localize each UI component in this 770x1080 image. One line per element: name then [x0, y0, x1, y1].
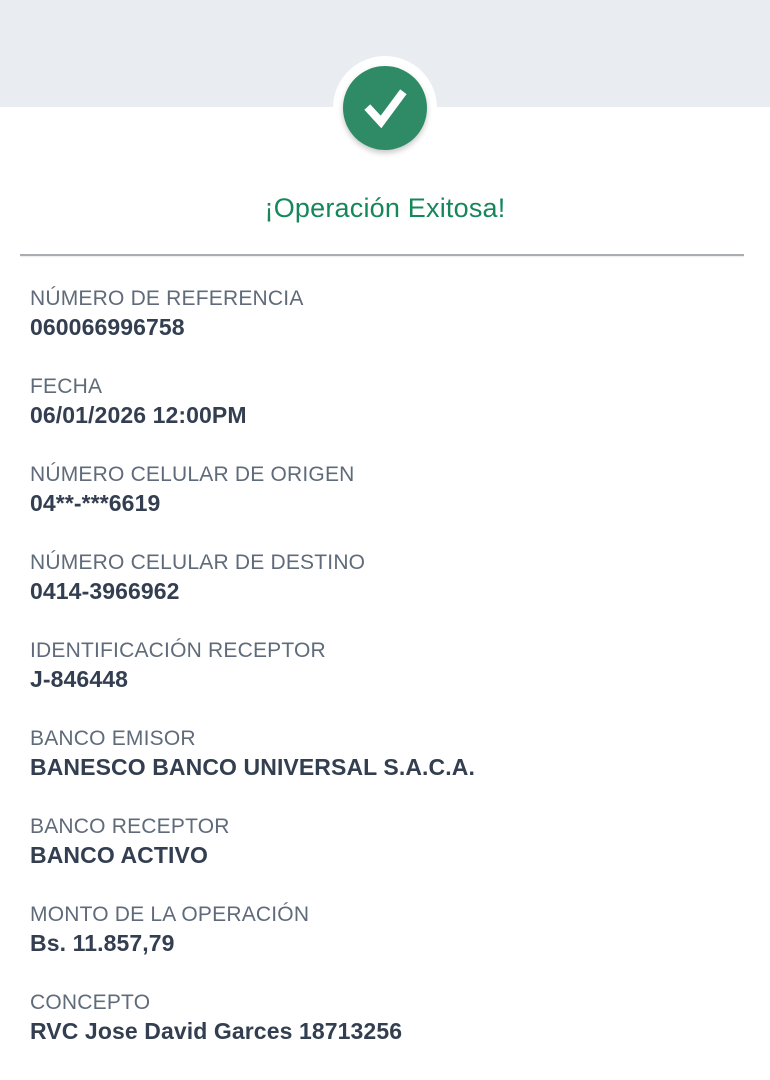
- field-label: NÚMERO DE REFERENCIA: [30, 287, 304, 310]
- success-check-icon: [343, 66, 427, 150]
- field-label: CONCEPTO: [30, 991, 151, 1014]
- field-label: FECHA: [30, 375, 103, 398]
- field-fecha: [30, 374, 740, 430]
- field-value: BANCO ACTIVO: [30, 842, 208, 868]
- field-value: J-846448: [30, 666, 128, 692]
- field-monto-de-la-operacion: [30, 902, 740, 958]
- field-value: 0414-3966962: [30, 578, 180, 604]
- field-label: MONTO DE LA OPERACIÓN: [30, 903, 310, 926]
- field-label: NÚMERO CELULAR DE ORIGEN: [30, 463, 355, 486]
- field-label: BANCO EMISOR: [30, 727, 196, 750]
- field-value: RVC Jose David Garces 18713256: [30, 1018, 403, 1044]
- field-banco-emisor: [30, 726, 740, 782]
- field-value: Bs. 11.857,79: [30, 930, 175, 956]
- field-value: 060066996758: [30, 314, 185, 340]
- success-badge: [333, 56, 437, 160]
- field-value: 06/01/2026 12:00PM: [30, 402, 247, 428]
- field-numero-de-referencia: [30, 286, 740, 342]
- field-label: IDENTIFICACIÓN RECEPTOR: [30, 639, 326, 662]
- field-banco-receptor: [30, 814, 740, 870]
- field-value: BANESCO BANCO UNIVERSAL S.A.C.A.: [30, 754, 475, 780]
- field-concepto: [30, 990, 740, 1046]
- field-label: NÚMERO CELULAR DE DESTINO: [30, 551, 366, 574]
- field-label: BANCO RECEPTOR: [30, 815, 230, 838]
- field-identificacion-receptor: [30, 638, 740, 694]
- field-value: 04**-***6619: [30, 490, 161, 516]
- field-numero-celular-de-destino: [30, 550, 740, 606]
- status-title: ¡Operación Exitosa!: [264, 193, 506, 223]
- field-numero-celular-de-origen: [30, 462, 740, 518]
- receipt-fields: [0, 256, 770, 1046]
